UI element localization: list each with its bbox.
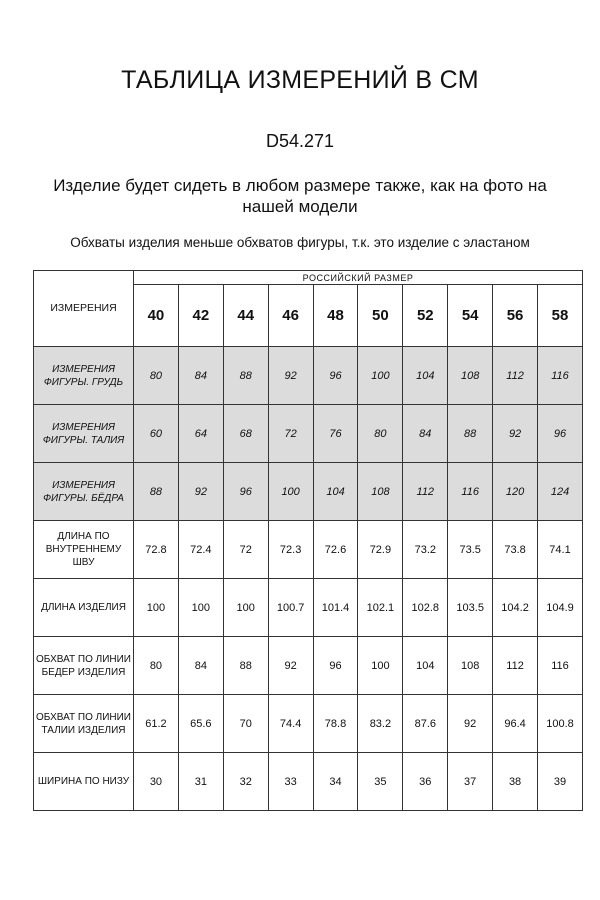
table-cell: 31 [178,753,223,811]
table-cell: 120 [493,463,538,521]
size-header-cell: 56 [493,285,538,347]
table-cell: 108 [448,347,493,405]
table-cell: 92 [448,695,493,753]
table-cell: 72 [223,521,268,579]
table-cell: 108 [358,463,403,521]
table-cell: 88 [134,463,179,521]
table-row [34,695,583,753]
table-cell: 100 [268,463,313,521]
size-table [33,270,583,811]
size-header-cell: 40 [134,285,179,347]
table-row [34,521,583,579]
table-cell: 84 [178,637,223,695]
table-cell: 116 [538,637,583,695]
table-cell: 100 [358,637,403,695]
size-header-cell: 46 [268,285,313,347]
size-header-cell: 58 [538,285,583,347]
table-cell: 116 [448,463,493,521]
table-row [34,463,583,521]
table-cell: 80 [134,347,179,405]
row-label: ИЗМЕРЕНИЯ ФИГУРЫ. БЁДРА [34,463,134,521]
table-cell: 61.2 [134,695,179,753]
table-cell: 70 [223,695,268,753]
table-row [34,579,583,637]
table-cell: 37 [448,753,493,811]
table-cell: 34 [313,753,358,811]
row-label: ОБХВАТ ПО ЛИНИИ ТАЛИИ ИЗДЕЛИЯ [34,695,134,753]
row-label: ИЗМЕРЕНИЯ ФИГУРЫ. ГРУДЬ [34,347,134,405]
corner-label: ИЗМЕРЕНИЯ [34,271,134,347]
table-cell: 92 [268,637,313,695]
size-header-cell: 44 [223,285,268,347]
size-header-cell: 50 [358,285,403,347]
table-cell: 84 [178,347,223,405]
table-cell: 124 [538,463,583,521]
row-label: ОБХВАТ ПО ЛИНИИ БЕДЕР ИЗДЕЛИЯ [34,637,134,695]
size-header-cell: 54 [448,285,493,347]
row-label: ДЛИНА ПО ВНУТРЕННЕМУ ШВУ [34,521,134,579]
page-title: ТАБЛИЦА ИЗМЕРЕНИЙ В СМ [121,66,479,94]
table-cell: 104.2 [493,579,538,637]
table-cell: 72.9 [358,521,403,579]
table-cell: 38 [493,753,538,811]
table-cell: 72.8 [134,521,179,579]
table-cell: 33 [268,753,313,811]
table-cell: 102.8 [403,579,448,637]
table-cell: 36 [403,753,448,811]
size-group-header-row [34,271,583,285]
table-cell: 96 [538,405,583,463]
table-cell: 73.8 [493,521,538,579]
table-cell: 103.5 [448,579,493,637]
table-cell: 104 [403,637,448,695]
table-cell: 84 [403,405,448,463]
size-header-cell: 42 [178,285,223,347]
table-cell: 104.9 [538,579,583,637]
table-cell: 73.2 [403,521,448,579]
table-cell: 68 [223,405,268,463]
table-row [34,347,583,405]
row-label: ИЗМЕРЕНИЯ ФИГУРЫ. ТАЛИЯ [34,405,134,463]
table-cell: 100 [178,579,223,637]
table-cell: 32 [223,753,268,811]
table-cell: 96 [313,637,358,695]
table-cell: 100 [223,579,268,637]
table-cell: 65.6 [178,695,223,753]
table-cell: 39 [538,753,583,811]
table-cell: 74.4 [268,695,313,753]
table-row [34,753,583,811]
row-label: ШИРИНА ПО НИЗУ [34,753,134,811]
product-code: D54.271 [265,131,335,151]
table-cell: 74.1 [538,521,583,579]
table-cell: 104 [403,347,448,405]
size-header-cell: 52 [403,285,448,347]
table-cell: 30 [134,753,179,811]
table-cell: 72.6 [313,521,358,579]
size-header-cell: 48 [313,285,358,347]
table-cell: 78.8 [313,695,358,753]
table-cell: 112 [493,347,538,405]
table-cell: 80 [134,637,179,695]
table-cell: 72.3 [268,521,313,579]
table-cell: 112 [493,637,538,695]
table-cell: 96 [313,347,358,405]
table-cell: 102.1 [358,579,403,637]
table-cell: 80 [358,405,403,463]
russian-size-header: РОССИЙСКИЙ РАЗМЕР [134,271,583,285]
table-cell: 101.4 [313,579,358,637]
table-cell: 96.4 [493,695,538,753]
table-cell: 76 [313,405,358,463]
table-cell: 100.7 [268,579,313,637]
table-cell: 88 [223,637,268,695]
table-cell: 72.4 [178,521,223,579]
table-cell: 116 [538,347,583,405]
table-cell: 108 [448,637,493,695]
table-cell: 60 [134,405,179,463]
table-cell: 35 [358,753,403,811]
table-cell: 92 [493,405,538,463]
table-row [34,405,583,463]
table-cell: 96 [223,463,268,521]
table-cell: 112 [403,463,448,521]
table-cell: 64 [178,405,223,463]
table-cell: 72 [268,405,313,463]
table-cell: 88 [448,405,493,463]
table-cell: 92 [178,463,223,521]
table-cell: 100 [134,579,179,637]
table-cell: 83.2 [358,695,403,753]
table-cell: 100 [358,347,403,405]
table-cell: 100.8 [538,695,583,753]
table-cell: 92 [268,347,313,405]
fit-description: Изделие будет сидеть в любом размере также, как на фото на нашей модели [53,176,547,216]
row-label: ДЛИНА ИЗДЕЛИЯ [34,579,134,637]
table-cell: 73.5 [448,521,493,579]
table-cell: 104 [313,463,358,521]
table-row [34,637,583,695]
elastane-note: Обхваты изделия меньше обхватов фигуры, т.к. это изделие с эластаном [70,235,530,250]
table-cell: 88 [223,347,268,405]
table-cell: 87.6 [403,695,448,753]
